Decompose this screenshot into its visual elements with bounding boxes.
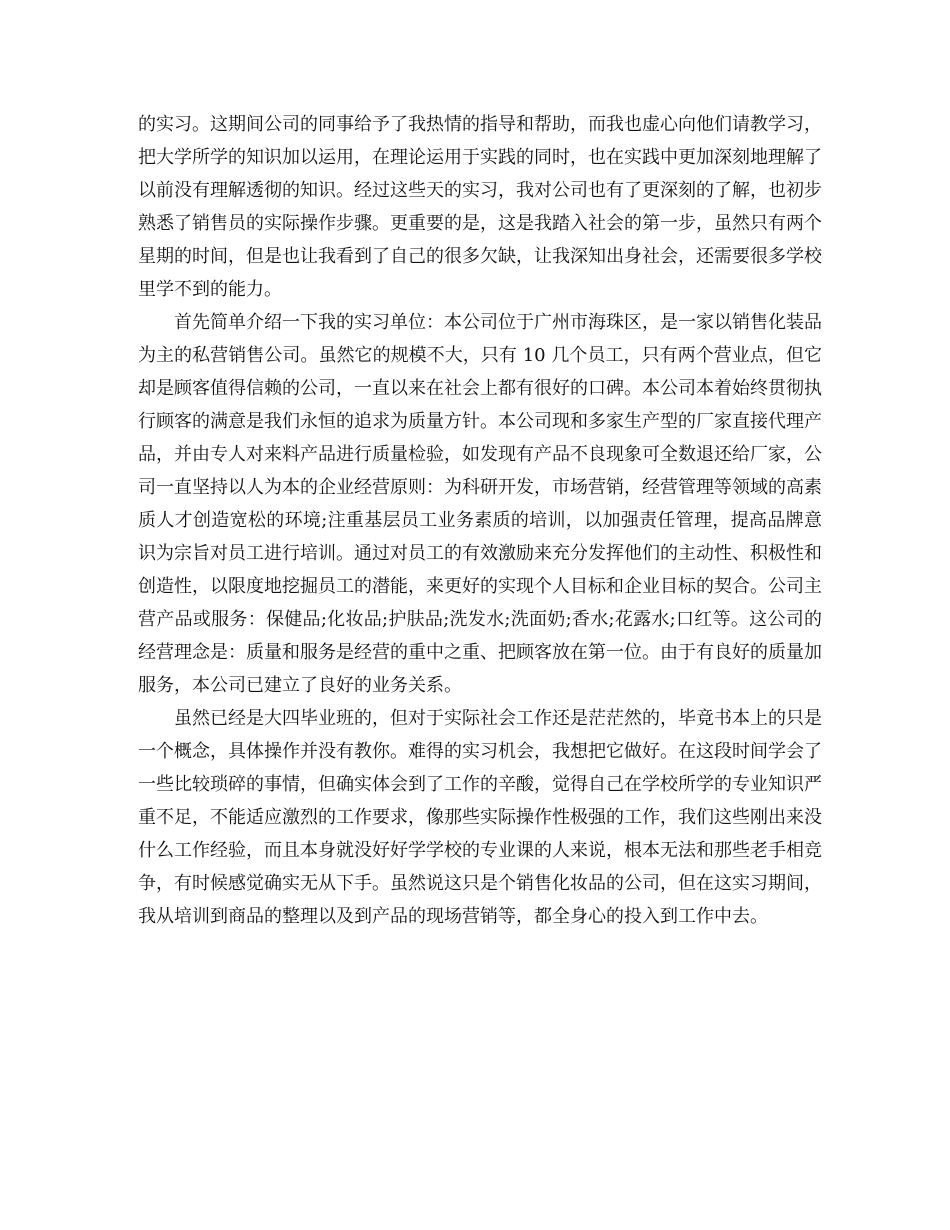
paragraph-internship-reflection: 的实习。这期间公司的同事给予了我热情的指导和帮助，而我也虚心向他们请教学习，把大学所学的知识加以运用，在理论运用于实践的同时，也在实践中更加深刻地理解了以前没有理解透彻的知识。经过这些天的实习，我对公司也有了更深刻的了解，也初步熟悉了销售员的实际操作步骤。更重要的是，这是我踏入社会的第一步，虽然只有两个星期的时间，但是也让我看到了自己的很多欠缺，让我深知出身社会，还需要很多学校里学不到的能力。	[138, 114, 822, 300]
document-body	[138, 108, 822, 933]
paragraph-work-experience: 虽然已经是大四毕业班的，但对于实际社会工作还是茫茫然的，毕竟书本上的只是一个概念，具体操作并没有教你。难得的实习机会，我想把它做好。在这段时间学会了一些比较琐碎的事情，但确实体会到了工作的辛酸，觉得自己在学校所学的专业知识严重不足，不能适应激烈的工作要求，像那些实际操作性极强的工作，我们这些刚出来没什么工作经验，而且本身就没好好学学校的专业课的人来说，根本无法和那些老手相竞争，有时候感觉确实无从下手。虽然说这只是个销售化妆品的公司，但在这实习期间，我从培训到商品的整理以及到产品的现场营销等，都全身心的投入到工作中去。	[138, 708, 822, 927]
paragraph-company-introduction: 首先简单介绍一下我的实习单位：本公司位于广州市海珠区，是一家以销售化装品为主的私营销售公司。虽然它的规模不大，只有 10 几个员工，只有两个营业点，但它却是顾客值得信赖的公司，一直以来在社会上都有很好的口碑。本公司本着始终贯彻执行顾客的满意是我们永恒的追求为质量方针。本公司现和多家生产型的厂家直接代理产品，并由专人对来料产品进行质量检验，如发现有产品不良现象可全数退还给厂家，公司一直坚持以人为本的企业经营原则：为科研开发，市场营销，经营管理等领域的高素质人才创造宽松的环境;注重基层员工业务素质的培训，以加强责任管理，提高品牌意识为宗旨对员工进行培训。通过对员工的有效激励来充分发挥他们的主动性、积极性和创造性，以限度地挖掘员工的潜能，来更好的实现个人目标和企业目标的契合。公司主营产品或服务：保健品;化妆品;护肤品;洗发水;洗面奶;香水;花露水;口红等。这公司的经营理念是：质量和服务是经营的重中之重、把顾客放在第一位。由于有良好的质量加服务，本公司已建立了良好的业务关系。	[138, 312, 822, 696]
